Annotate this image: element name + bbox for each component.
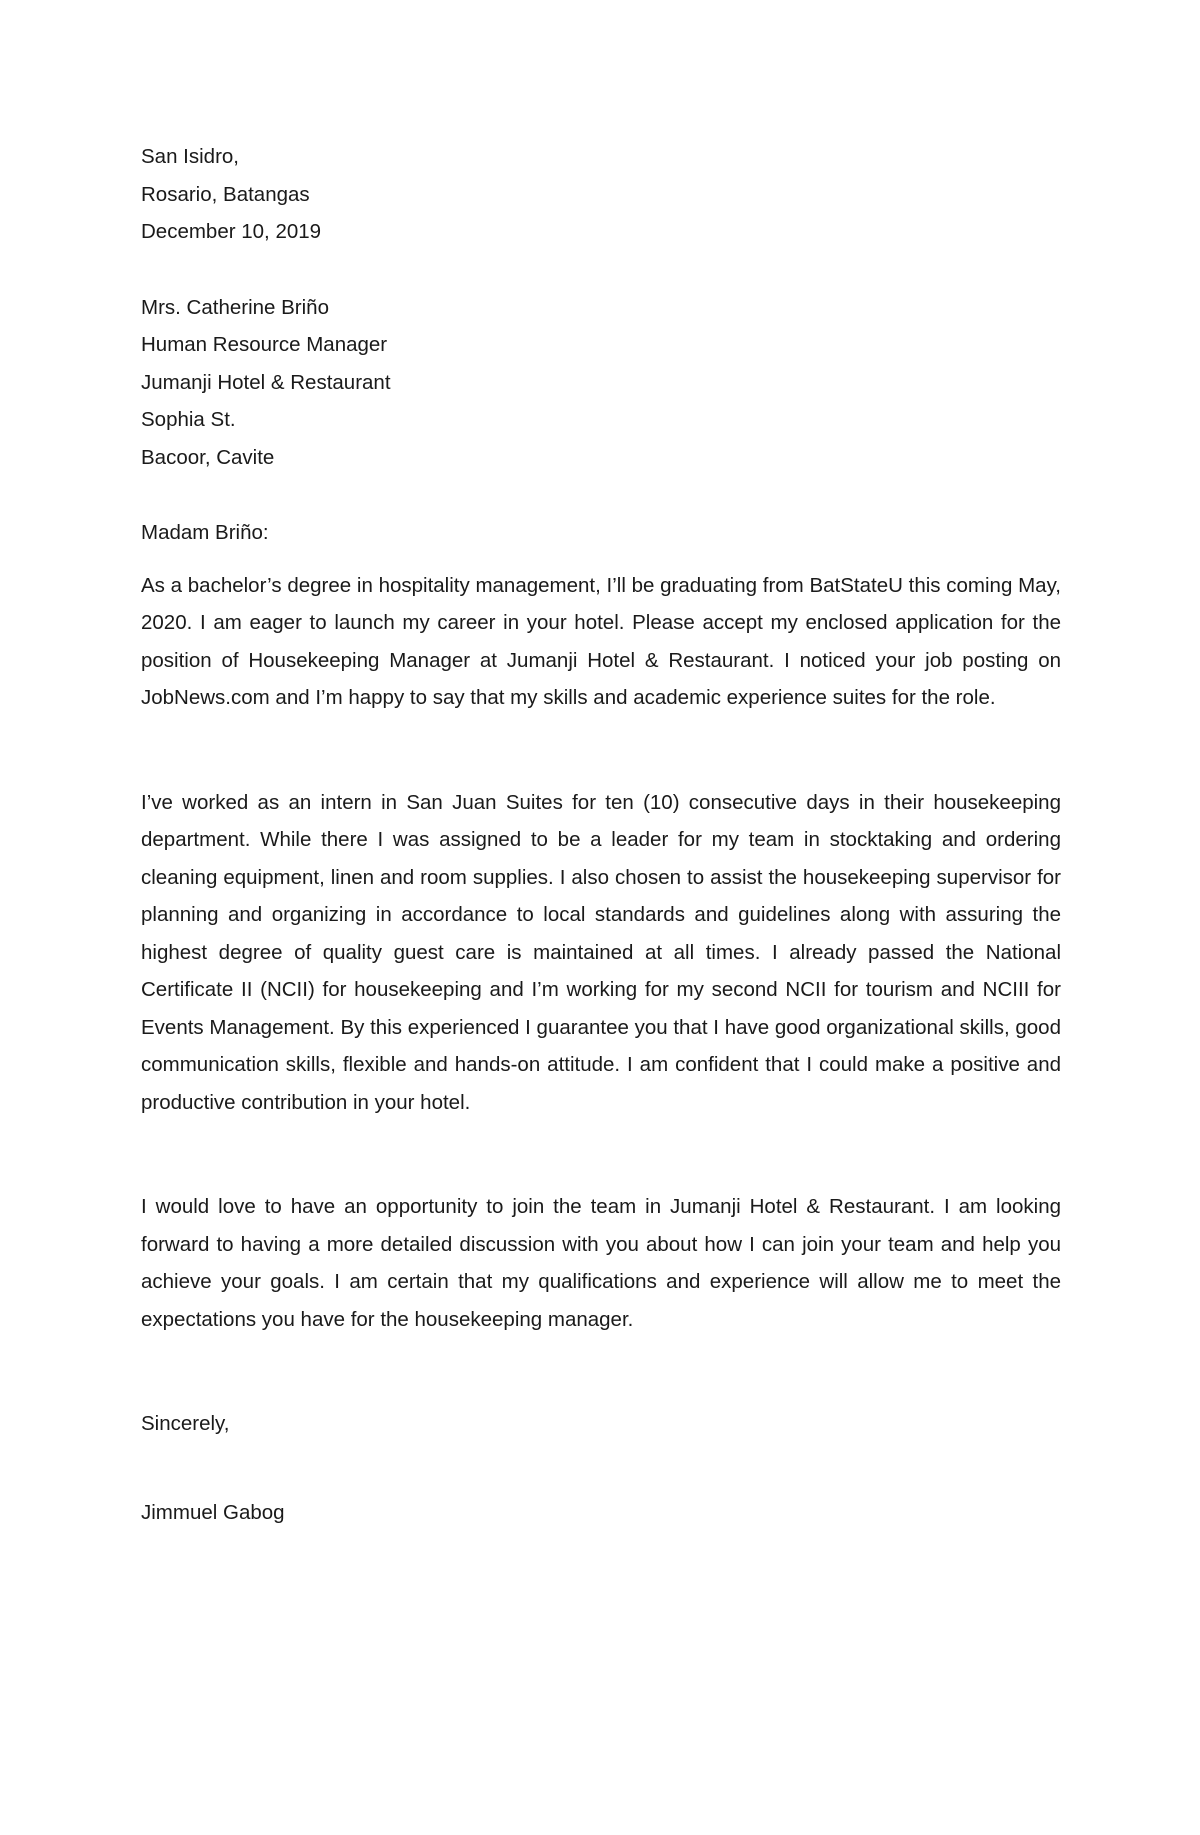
body-paragraph-2: I’ve worked as an intern in San Juan Suites for ten (10) consecutive days in their housekeeping department. While there I was assigned to be a leader for my team in stocktaking and ordering cleaning equipment, linen and room supplies. I also chosen to assist the housekeeping supervisor for planning and organizing in accordance to local standards and guidelines along with assuring the highest degree of quality guest care is maintained at all times. I already passed the National Certificate II (NCII) for housekeeping and I’m working for my second NCII for tourism and NCIII for Events Management. By this experienced I guarantee you that I have good organizational skills, good communication skills, flexible and hands-on attitude. I am confident that I could make a positive and productive contribution in your hotel. xyxy=(141,790,1061,1114)
letter-page xyxy=(141,138,1061,1531)
recipient-name: Mrs. Catherine Briño xyxy=(141,295,329,319)
body-paragraph-1: As a bachelor’s degree in hospitality management, I’ll be graduating from BatStateU this coming May, 2020. I am eager to launch my career in your hotel. Please accept my enclosed application for the position of Housekeeping Manager at Jumanji Hotel & Restaurant. I noticed your job posting on JobNews.com and I’m happy to say that my skills and academic experience suites for the role. xyxy=(141,573,1061,709)
recipient-address xyxy=(141,289,1061,477)
signature-name: Jimmuel Gabog xyxy=(141,1500,285,1524)
recipient-city: Bacoor, Cavite xyxy=(141,445,275,469)
sender-address-line2: Rosario, Batangas xyxy=(141,182,310,206)
closing: Sincerely, xyxy=(141,1412,230,1435)
letter-date: December 10, 2019 xyxy=(141,220,322,243)
salutation: Madam Briño: xyxy=(141,521,269,544)
recipient-street: Sophia St. xyxy=(141,408,236,431)
recipient-title: Human Resource Manager xyxy=(141,333,388,356)
sender-address-line1: San Isidro, xyxy=(141,145,239,168)
body-paragraph-3: I would love to have an opportunity to join the team in Jumanji Hotel & Restaurant. I am looking forward to having a more detailed discussion with you about how I can join your team and help you achieve your goals. I am certain that my qualifications and experience will allow me to meet the expectations you have for the housekeeping manager. xyxy=(141,1195,1061,1331)
recipient-company: Jumanji Hotel & Restaurant xyxy=(141,370,391,394)
sender-address xyxy=(141,138,1061,251)
